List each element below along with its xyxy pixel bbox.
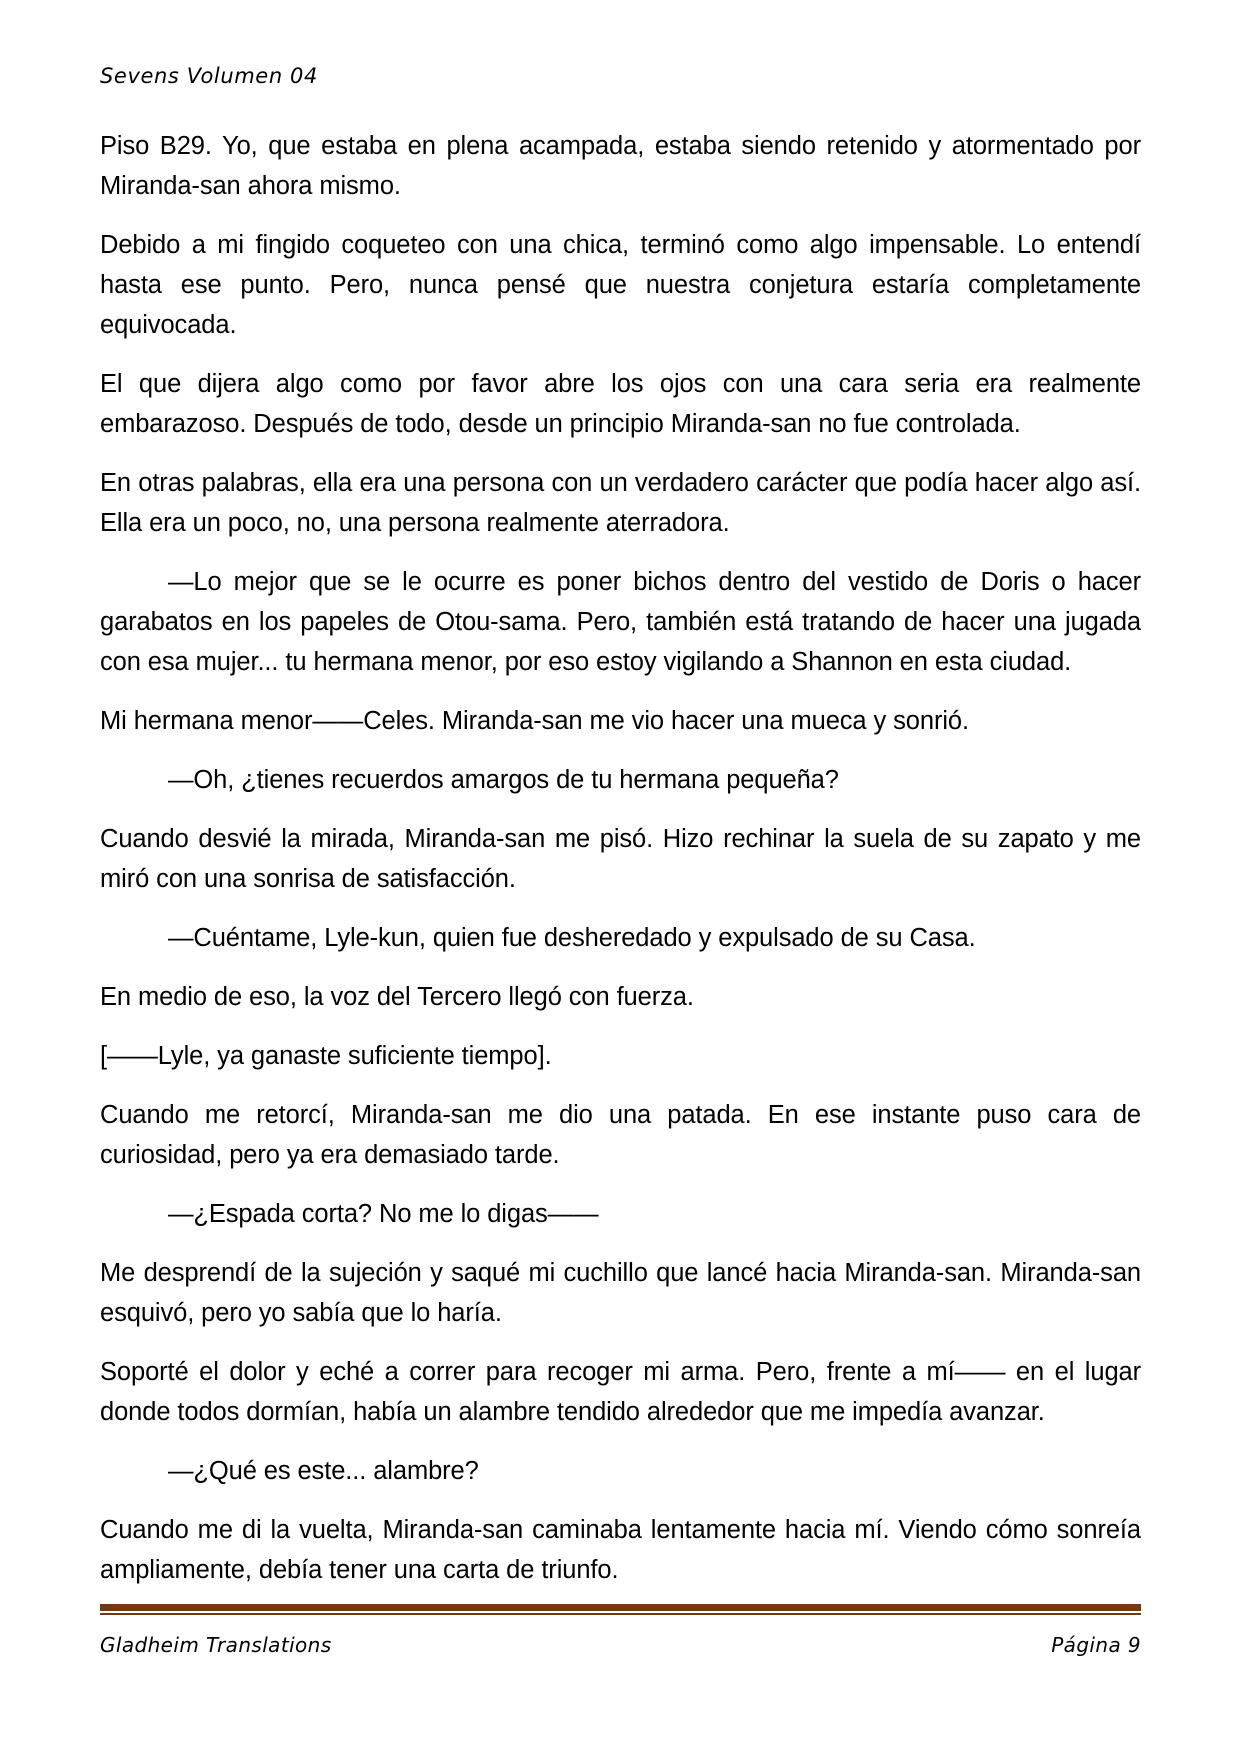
footer-credit: Gladheim Translations [100, 1633, 332, 1657]
paragraph: Cuando me di la vuelta, Miranda-san caminaba lentamente hacia mí. Viendo cómo sonreía ampliamente, debía tener una carta de triunfo. [100, 1516, 1141, 1584]
paragraph: Mi hermana menor——Celes. Miranda-san me vio hacer una mueca y sonrió. [100, 707, 969, 735]
footer-page-number: Página 9 [1051, 1633, 1141, 1657]
page-header [100, 64, 1141, 98]
page-content-area [100, 0, 1141, 1754]
paragraph: El que dijera algo como por favor abre los ojos con una cara seria era realmente embarazoso. Después de todo, desde un principio Miranda-san no fue controlada. [100, 370, 1141, 438]
footer-divider-rule [100, 1604, 1141, 1615]
paragraph: En medio de eso, la voz del Tercero llegó con fuerza. [100, 983, 694, 1011]
paragraph: [——Lyle, ya ganaste suficiente tiempo]. [100, 1042, 552, 1070]
paragraph: Cuando me retorcí, Miranda-san me dio una patada. En ese instante puso cara de curiosidad, pero ya era demasiado tarde. [100, 1101, 1141, 1169]
dialogue-paragraph: —¿Qué es este... alambre? [168, 1457, 479, 1485]
page-footer [100, 1604, 1141, 1657]
document-body [100, 126, 1141, 1590]
header-title: Sevens Volumen 04 [100, 64, 318, 88]
dialogue-paragraph: —Oh, ¿tienes recuerdos amargos de tu hermana pequeña? [168, 766, 839, 794]
dialogue-paragraph: —Lo mejor que se le ocurre es poner bichos dentro del vestido de Doris o hacer garabatos en los papeles de Otou-sama. Pero, también está tratando de hacer una jugada con esa mujer... tu hermana menor, por eso estoy vigilando a Shannon en esta ciudad. [100, 568, 1141, 676]
paragraph: Piso B29. Yo, que estaba en plena acampada, estaba siendo retenido y atormentado por Miranda-san ahora mismo. [100, 132, 1141, 200]
paragraph: Soporté el dolor y eché a correr para recoger mi arma. Pero, frente a mí—— en el lugar donde todos dormían, había un alambre tendido alrededor que me impedía avanzar. [100, 1358, 1141, 1426]
paragraph: Me desprendí de la sujeción y saqué mi cuchillo que lancé hacia Miranda-san. Miranda-san esquivó, pero yo sabía que lo haría. [100, 1259, 1141, 1327]
paragraph: Debido a mi fingido coqueteo con una chica, terminó como algo impensable. Lo entendí hasta ese punto. Pero, nunca pensé que nuestra conjetura estaría completamente equivocada. [100, 231, 1141, 339]
dialogue-paragraph: —¿Espada corta? No me lo digas—— [168, 1200, 599, 1228]
paragraph: Cuando desvié la mirada, Miranda-san me pisó. Hizo rechinar la suela de su zapato y me miró con una sonrisa de satisfacción. [100, 825, 1141, 893]
footer-row [100, 1633, 1141, 1657]
dialogue-paragraph: —Cuéntame, Lyle-kun, quien fue desheredado y expulsado de su Casa. [168, 924, 976, 952]
paragraph: En otras palabras, ella era una persona con un verdadero carácter que podía hacer algo así. Ella era un poco, no, una persona realmente aterradora. [100, 469, 1141, 537]
